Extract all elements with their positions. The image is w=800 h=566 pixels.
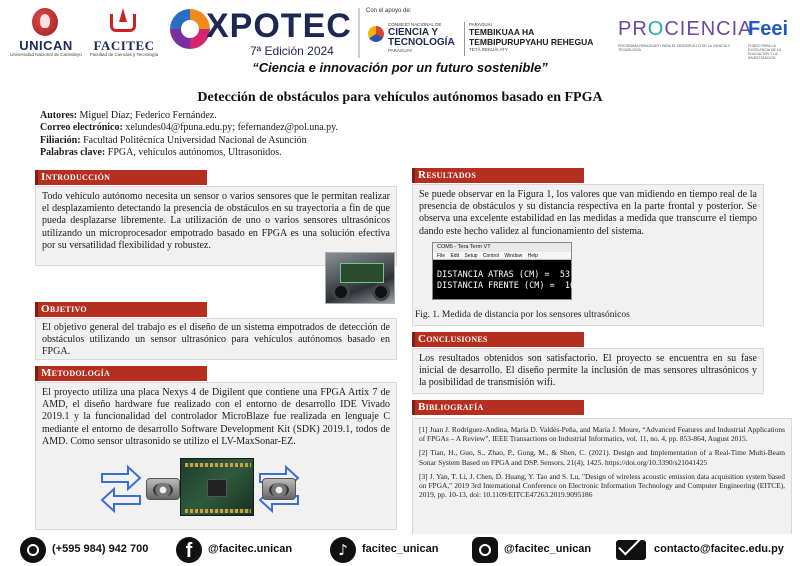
metodologia-heading: Metodología — [35, 366, 207, 381]
email-row: Correo electrónico: xelundes04@fpuna.edu.py; fefernandez@pol.una.py. — [40, 122, 339, 134]
conacyt-top: CONSEJO NACIONAL DE — [388, 22, 442, 27]
affiliation: Facultad Politécnica Universidad Nacional de Asunción — [83, 134, 307, 146]
conacyt-country: PARAGUAY — [388, 48, 413, 53]
paper-title: Detección de obstáculos para vehículos autónomos basado en FPGA — [197, 90, 603, 105]
whatsapp-icon — [20, 537, 46, 563]
ministry-main: TEMBIKUAA HA TEMBIPURUPYAHU REHEGUA — [469, 27, 594, 47]
contact-email: contacto@facitec.edu.py — [654, 543, 784, 555]
sponsor-block — [358, 8, 618, 58]
expotec-edition: 7ª Edición 2024 — [250, 44, 334, 58]
facebook-icon — [176, 537, 202, 563]
objetivo-heading: Objetivo — [35, 302, 207, 317]
bibliografia-body — [412, 418, 792, 546]
fpga-board — [180, 458, 254, 516]
ministry-bottom: TETÃ REKUÁI ATY — [469, 47, 508, 52]
feei-subtitle: FONDO PARA LA EXCELENCIA DE LA EDUCACIÓN Y LA INVESTIGACIÓN — [748, 44, 781, 60]
slogan: “Ciencia e innovación por un futuro sostenible” — [252, 60, 548, 75]
objetivo-text: El objetivo general del trabajo es el diseño de un sistema empotrados de detección de obstáculos utilizando un sensor ultrasónico para vehículos autónomos basado en FPGA. — [42, 322, 390, 358]
intro-text: Todo vehículo autónomo necesita un sensor o varios sensores que le permitan realizar el desplazamiento detectando la presencia de obstáculos en su trayectoria a fin de que pueda desplazarse libremente. La utilización de uno o varios sensores ultrasónicos utilizando un microprocesador empotrado basado en FPGA es una solución efectiva por su versatilidad flexibilidad y robustez. — [42, 191, 390, 251]
prociencia-word: PROCIENCIA — [618, 18, 753, 40]
terminal-screenshot — [432, 242, 576, 300]
expotec-logo — [170, 6, 350, 60]
ministry-logo — [464, 22, 614, 56]
tiktok-icon — [330, 537, 356, 563]
poster-header — [0, 0, 800, 80]
footer-facebook[interactable] — [176, 536, 316, 564]
footer-email[interactable] — [616, 536, 796, 564]
unican-crest-icon — [32, 8, 58, 36]
contact-footer — [0, 534, 800, 566]
affiliation-row: Filiación: Facultad Politécnica Universidad Nacional de Asunción — [40, 134, 307, 146]
facebook-handle: @facitec.unican — [208, 543, 293, 555]
prociencia-subtitle: PROGRAMA PARAGUAYO PARA EL DESARROLLO DE LA CIENCIA Y TECNOLOGÍA — [618, 44, 730, 52]
terminal-line-rear: DISTANCIA ATRAS (CM) = 53 — [437, 270, 571, 280]
facitec-crest-icon — [110, 8, 136, 34]
unican-name: UNICAN — [19, 38, 73, 53]
prociencia-logo — [618, 18, 753, 54]
conclusiones-body — [412, 348, 764, 394]
unican-logo — [10, 8, 82, 56]
reference-2: [2] Tian, H., Guo, S., Zhao, P., Gong, M., & Shen, C. (2021). Design and Implementation of a Real-Time Multi-Beam Sonar System Based on FPGA and DSP. Sensors, 21(4), 1425. https://doi.org/10.3390/s21041425 — [419, 448, 785, 467]
terminal-menubar: File Edit Setup Control Window Help — [433, 252, 571, 260]
whatsapp-number: (+595 984) 942 700 — [52, 543, 149, 555]
unican-subtitle: Universidad Nacional de Canindeyú — [10, 52, 82, 57]
sponsor-label: Con el apoyo de: — [366, 8, 412, 14]
resultados-heading: Resultados — [412, 168, 584, 183]
footer-instagram[interactable] — [472, 536, 612, 564]
intro-heading: Introducción — [35, 170, 207, 185]
reference-1: [1] Juan J. Rodríguez-Andina, María D. Valdés-Peña, and María J. Moure, “Advanced Features and Industrial Applications of FPGAs – A Review”, IEEE Transactions on Industrial Informatics, vol. 11, no. 4, pp. 853-864, August 2015. — [419, 425, 785, 444]
conclusiones-text: Los resultados obtenidos son satisfactorio. El proyecto se encuentra en su fase inicial de desarrollo. El diseño permite la inclusión de mas sensores ultrasónicos y la posibilidad de transmisión wifi. — [419, 353, 757, 389]
conacyt-main: CIENCIA Y TECNOLOGÍA — [388, 27, 455, 48]
ministry-top: PARAGUÁI — [469, 22, 492, 27]
keywords-row: Palabras clave: FPGA, vehículos autónomos, Ultrasonidos. — [40, 147, 282, 159]
conclusiones-heading: Conclusiones — [412, 332, 584, 347]
instagram-icon — [472, 537, 498, 563]
mail-icon — [616, 540, 646, 560]
footer-whatsapp[interactable] — [20, 536, 170, 564]
authors-row: Autores: Miguel Díaz; Federico Fernández. — [40, 110, 217, 121]
objetivo-body — [35, 318, 397, 360]
bibliografia-heading: Bibliografía — [412, 400, 584, 415]
terminal-titlebar: COM5 - Tera Term VT — [433, 243, 571, 252]
arrow-left-out-icon — [102, 489, 140, 511]
facitec-name: FACITEC — [93, 38, 155, 53]
conacyt-logo — [368, 22, 458, 56]
conacyt-icon — [368, 26, 384, 42]
keywords: FPGA, vehículos autónomos, Ultrasonidos. — [107, 147, 282, 159]
facitec-subtitle: Facultad de Ciencias y Tecnología — [89, 52, 159, 57]
facitec-logo — [86, 8, 162, 56]
feei-word: Feei — [748, 18, 789, 40]
feei-logo — [748, 18, 794, 60]
terminal-line-front: DISTANCIA FRENTE (CM) = 16 — [437, 281, 576, 291]
resultados-text: Se puede observar en la Figura 1, los valores que van midiendo en tiempo real de la presencia de obstáculos y su distancia respectiva en la parte frontal y posterior. Se observa una excelente estabilidad en las medidas a medida que transcurre el tiempo dando este hecho validez al funcionamiento del sistema. — [419, 189, 757, 237]
paper-meta — [40, 110, 760, 160]
tiktok-handle: facitec_unican — [362, 543, 439, 555]
authors: Miguel Díaz; Federico Fernández. — [79, 110, 217, 121]
metodologia-text: El proyecto utiliza una placa Nexys 4 de Digilent que contiene una FPGA Artix 7 de AMD, el diseño hardware fue realizado con el entorno de desarrollo IDE Vivado 2019.1 y la funcionalidad del controlador MicroBlaze fue realizada en lenguaje C mediante el entorno de desarrollo Software Development Kit (SDK) 2019.1, todos de AMD. Como sensor ultrasonido se utilizo el LV-MaxSonar-EZ. — [42, 387, 390, 447]
emails: xelundes04@fpuna.edu.py; fefernandez@pol.una.py. — [125, 122, 339, 134]
autonomous-car-photo — [325, 252, 395, 304]
instagram-handle: @facitec_unican — [504, 543, 592, 555]
reference-3: [3] J. Yan, T. Li, J. Chen, D. Huang, Y. Tao and S. Lu, "Design of wireless acoustic emission data acquisition system based on FPGA," 2019 3rd International Conference on Electronic Information Technology and Computer Engineering (EITCE), 2019, pp. 10-13, doi: 10.1109/EITCE47263.2019.9095186 — [419, 471, 785, 500]
footer-tiktok[interactable] — [330, 536, 460, 564]
expotec-mark-icon — [170, 9, 210, 49]
expotec-word: XPOTEC — [206, 7, 352, 45]
ultrasonic-sensor-left — [146, 478, 180, 500]
ultrasonic-sensor-right — [262, 478, 296, 500]
arrow-left-in-icon — [102, 467, 140, 489]
figure-caption: Fig. 1. Medida de distancia por los sensores ultrasónicos — [415, 310, 630, 320]
